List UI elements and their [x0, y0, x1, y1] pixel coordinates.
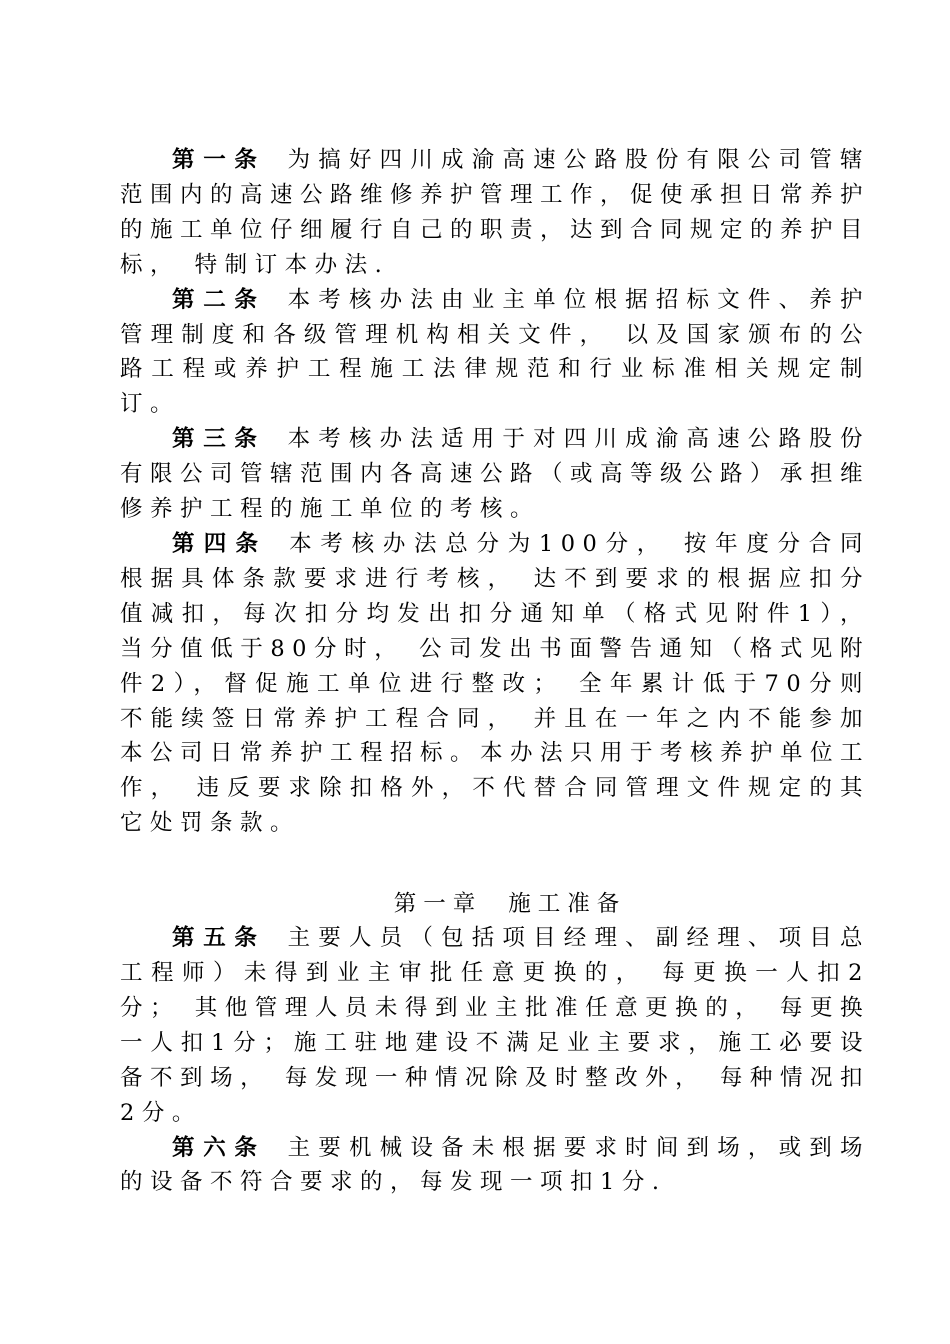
article-text: 本考核办法总分为100分， 按年度分合同根据具体条款要求进行考核， 达不到要求的根据应扣分值减扣，每次扣分均发出扣分通知单（格式见附件1）， 当分值低于80分时， 公司发出书面警告通知（格式见附件2），督促施工单位进行整改； 全年累计低于70分则不能续签日常养护工程合同， 并且在一年之内不能参加本公司日常养护工程招标。本办法只用于考核养护单位工作， 违反要求除扣格外，不代替合同管理文件规定的其它处罚条款。	[120, 530, 871, 837]
article-text: 为搞好四川成渝高速公路股份有限公司管辖范围内的高速公路维修养护管理工作，促使承担日常养护的施工单位仔细履行自己的职责，达到合同规定的养护目标， 特制订本办法.	[120, 147, 871, 278]
article-text: 本考核办法适用于对四川成渝高速公路股份有限公司管辖范围内各高速公路（或高等级公路）承担维修养护工程的施工单位的考核。	[120, 426, 871, 523]
document-page	[120, 143, 870, 1200]
chapter-number: 第一章	[393, 891, 483, 918]
article-label: 第五条	[172, 925, 266, 952]
article-4	[120, 527, 870, 841]
article-3	[120, 422, 870, 527]
article-label: 第二条	[172, 286, 266, 313]
article-text: 主要人员（包括项目经理、副经理、项目总工程师）未得到业主审批任意更换的， 每更换一人扣2分； 其他管理人员未得到业主批准任意更换的， 每更换一人扣1分；施工驻地建设不满足业主要求，施工必要设备不到场， 每发现一种情况除及时整改外， 每种情况扣2分。	[120, 925, 870, 1126]
article-text: 本考核办法由业主单位根据招标文件、养护管理制度和各级管理机构相关文件， 以及国家颁布的公路工程或养护工程施工法律规范和行业标准相关规定制订。	[120, 286, 870, 418]
article-text: 主要机械设备未根据要求时间到场，或到场的设备不符合要求的，每发现一项扣1分.	[120, 1134, 870, 1196]
article-1	[120, 143, 870, 283]
article-6	[120, 1131, 870, 1201]
article-5	[120, 921, 870, 1130]
chapter-heading	[120, 887, 870, 921]
article-label: 第一条	[172, 147, 266, 173]
article-label: 第六条	[172, 1134, 266, 1161]
chapter-title: 施工准备	[508, 891, 627, 918]
article-2	[120, 283, 870, 423]
article-label: 第四条	[172, 530, 268, 557]
article-label: 第三条	[172, 426, 266, 453]
